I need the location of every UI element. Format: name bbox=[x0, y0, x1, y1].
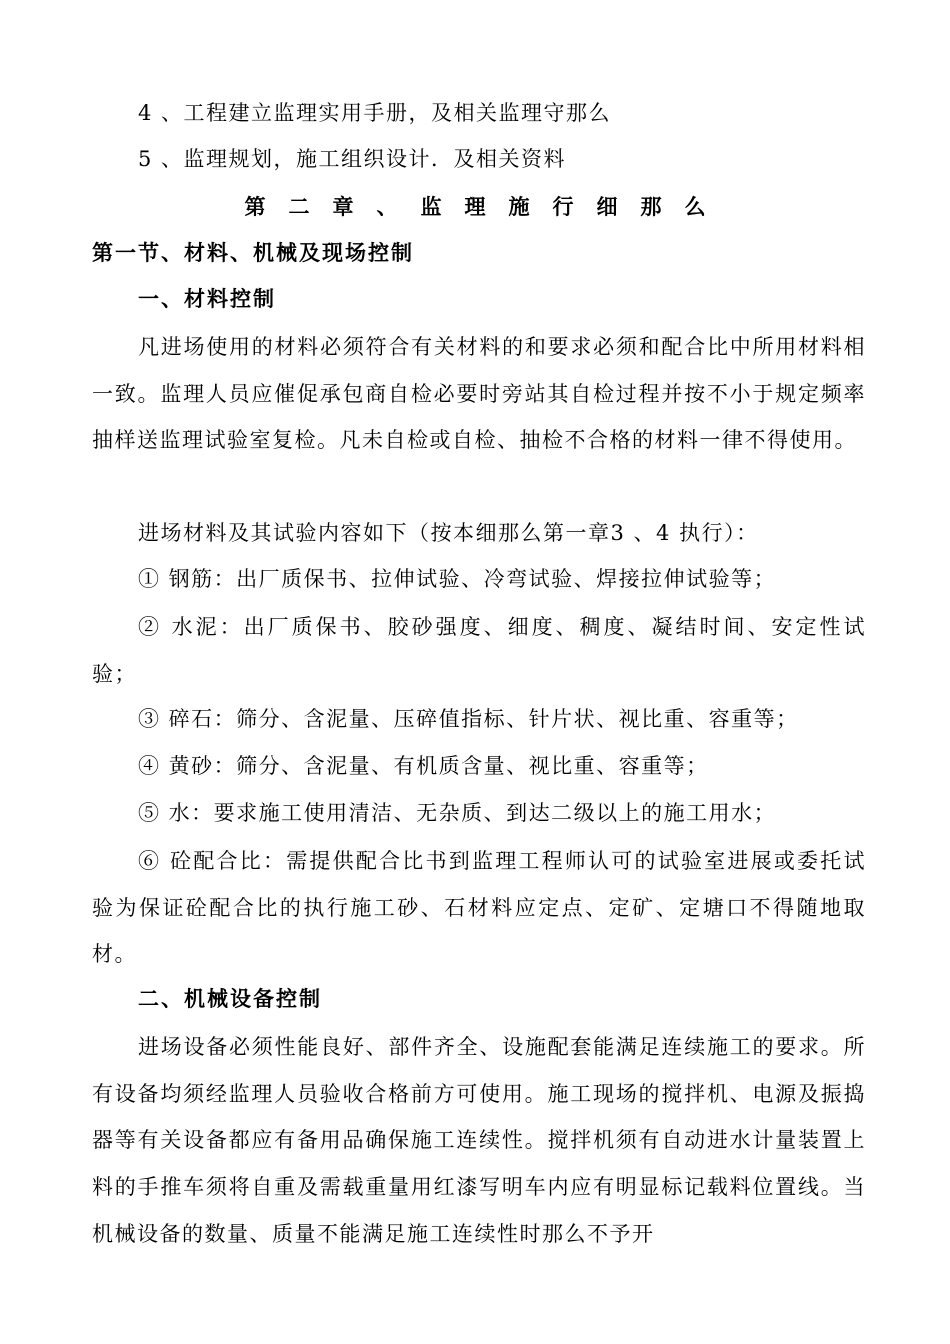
section-title: 第一节、材料、机械及现场控制 bbox=[92, 241, 414, 265]
material-tests-intro: 进场材料及其试验内容如下（按本细那么第一章3 、4 执行）： bbox=[138, 521, 759, 545]
material-item-steel: ① 钢筋：出厂质保书、拉伸试验、冷弯试验、焊接拉伸试验等； bbox=[138, 567, 777, 591]
machinery-control-paragraph: 进场设备必须性能良好、部件齐全、设施配套能满足连续施工的要求。所有设备均须经监理人员验收合格前方可使用。施工现场的搅拌机、电源及振捣器等有关设备都应有备用品确保施工连续性。搅拌机须有自动进水计量装置上料的手推车须将自重及需载重量用红漆写明车内应有明显标记载料位置线。当机械设备的数量、质量不能满足施工连续性时那么不予开 bbox=[92, 1035, 866, 1246]
material-control-heading: 一、材料控制 bbox=[138, 287, 276, 311]
material-item-sand: ④ 黄砂：筛分、含泥量、有机质含量、视比重、容重等； bbox=[138, 754, 709, 778]
reference-item-4: 4 、工程建立监理实用手册，及相关监理守那么 bbox=[138, 101, 612, 125]
material-item-water: ⑤ 水：要求施工使用清洁、无杂质、到达二级以上的施工用水； bbox=[138, 801, 777, 825]
material-control-paragraph: 凡进场使用的材料必须符合有关材料的和要求必须和配合比中所用材料相一致。监理人员应催促承包商自检必要时旁站其自检过程并按不小于规定频率抽样送监理试验室复检。凡未自检或自检、抽检不合格的材料一律不得使用。 bbox=[92, 335, 866, 453]
reference-item-5: 5 、监理规划，施工组织设计．及相关资料 bbox=[138, 147, 567, 171]
chapter-title: 第二章、监理施行细那么 bbox=[244, 195, 729, 219]
machinery-control-heading: 二、机械设备控制 bbox=[138, 987, 322, 1011]
material-item-cement: ② 水泥：出厂质保书、胶砂强度、细度、稠度、凝结时间、安定性试验； bbox=[92, 615, 866, 686]
material-item-gravel: ③ 碎石：筛分、含泥量、压碎值指标、针片状、视比重、容重等； bbox=[138, 707, 799, 731]
material-item-concrete-mix: ⑥ 砼配合比：需提供配合比书到监理工程师认可的试验室进展或委托试验为保证砼配合比的执行施工砂、石材料应定点、定矿、定塘口不得随地取材。 bbox=[92, 849, 866, 967]
